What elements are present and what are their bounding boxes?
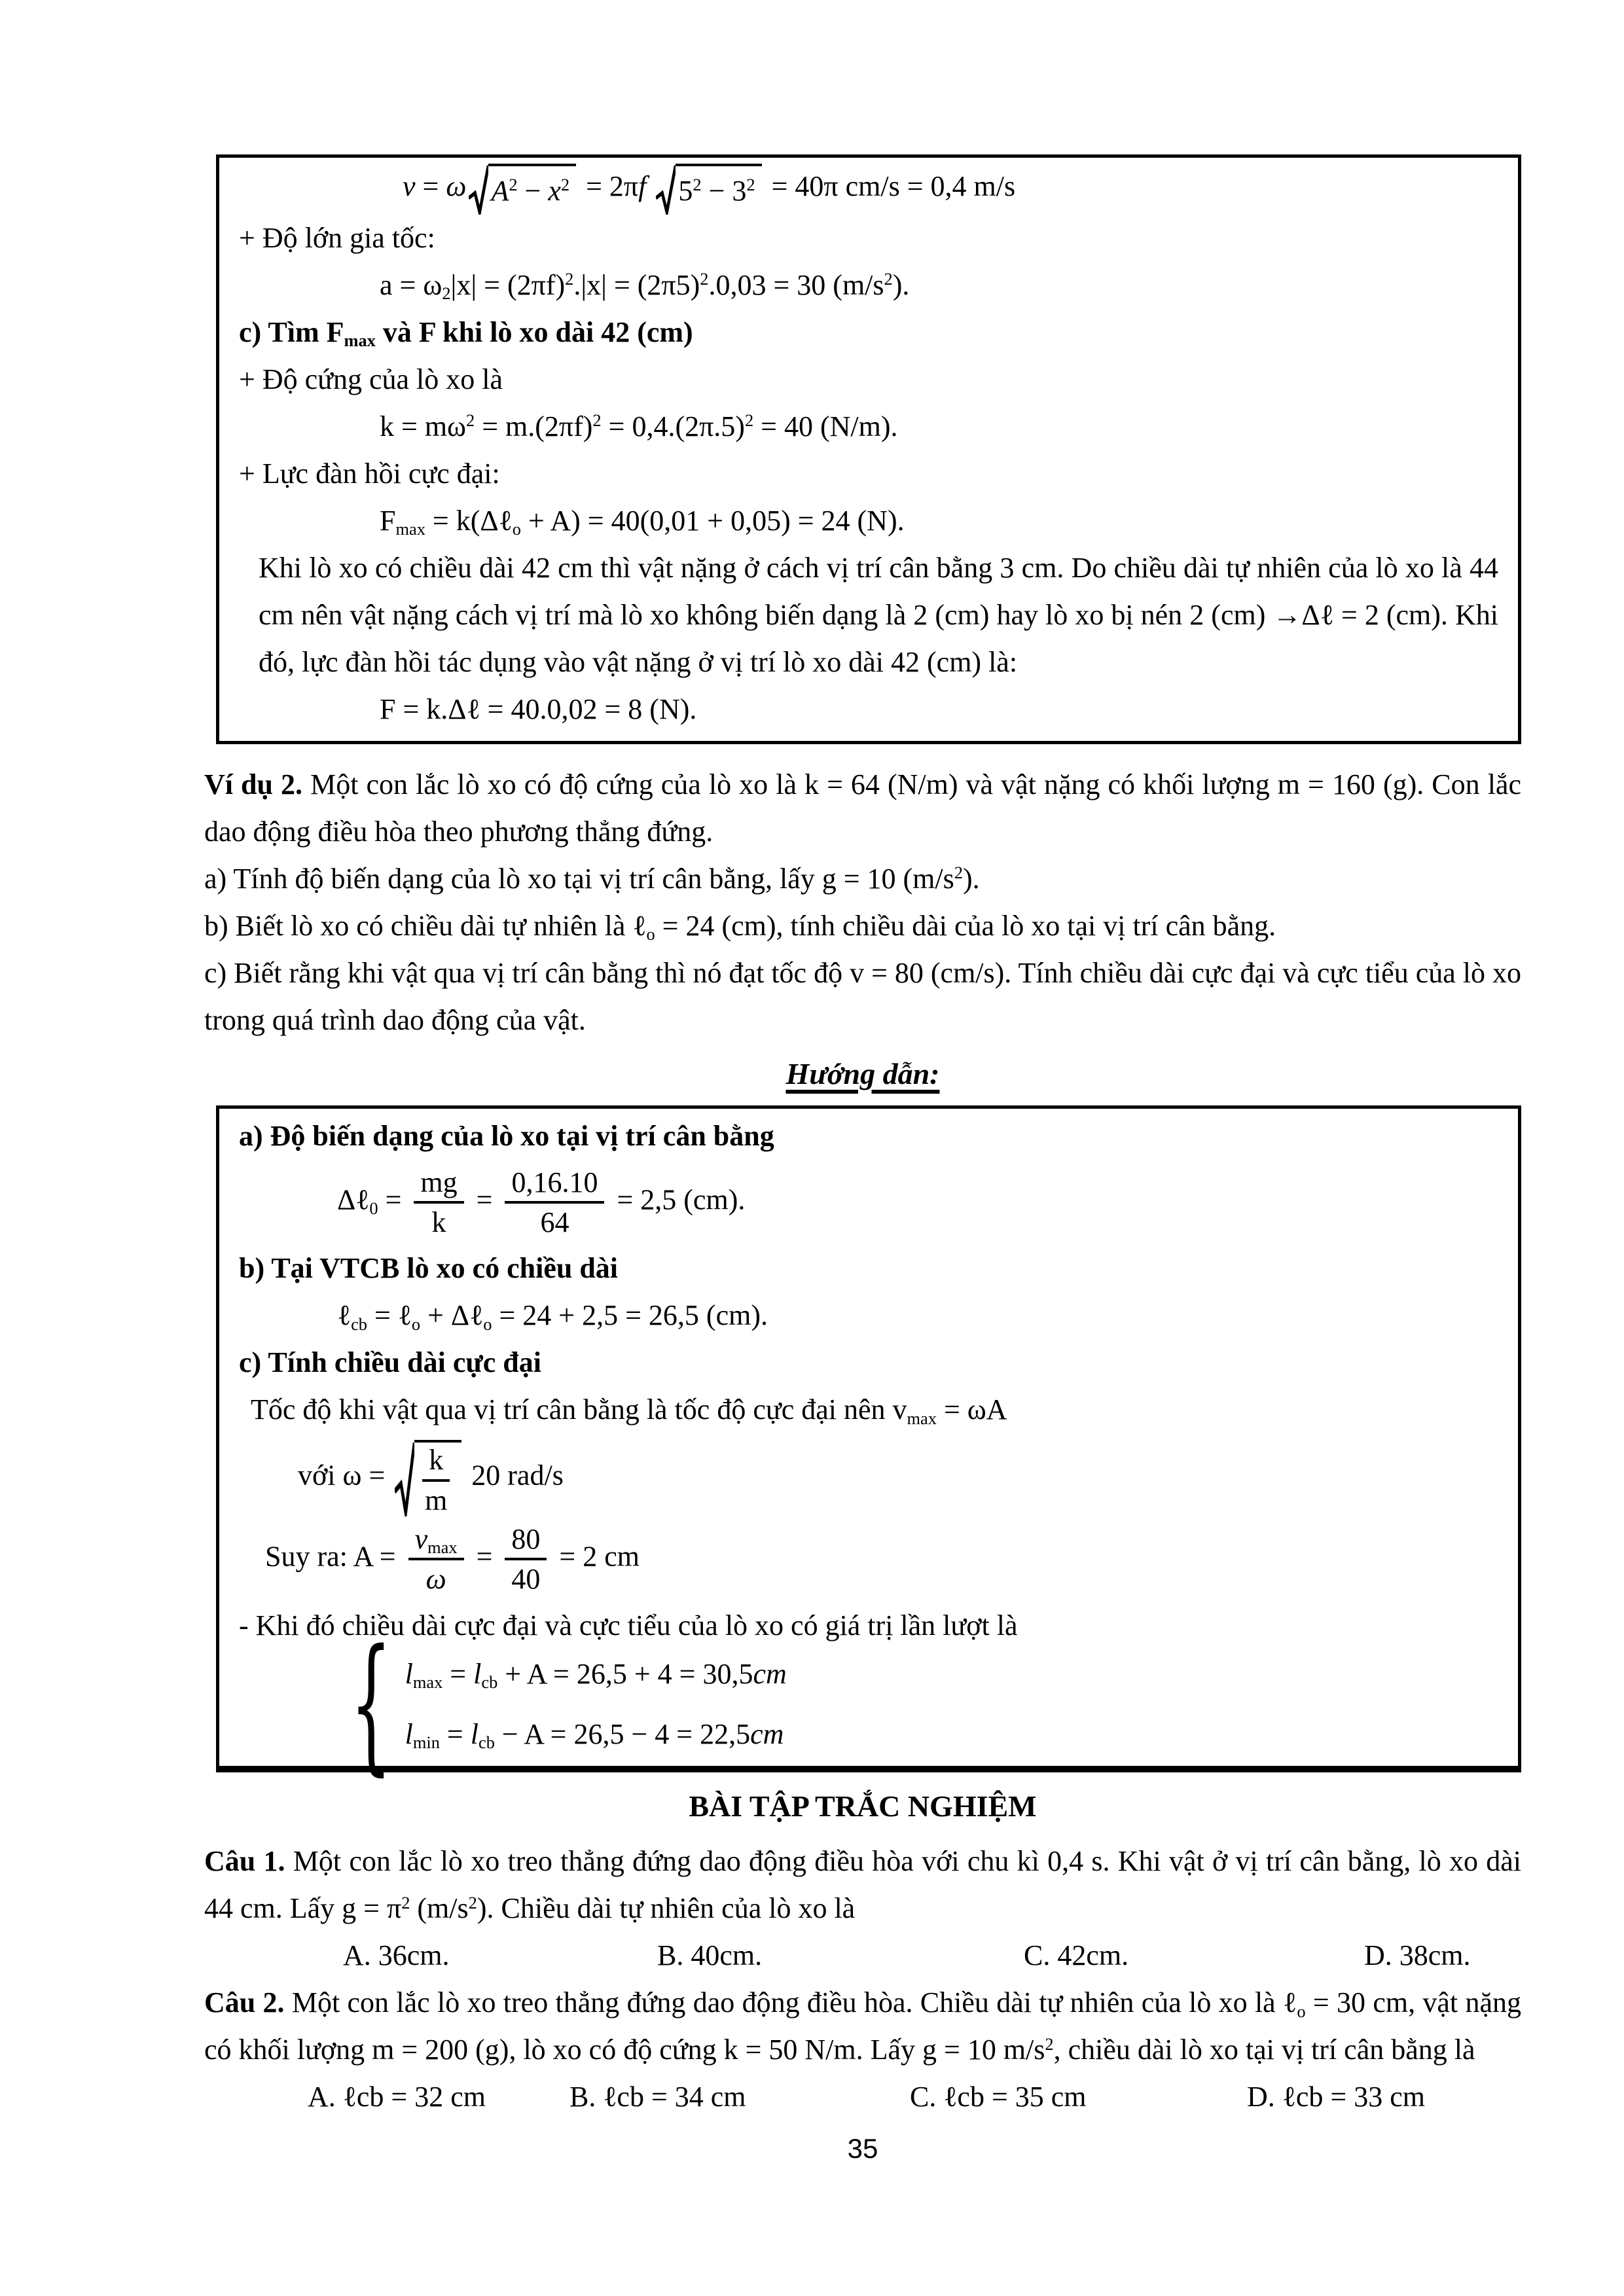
question-2-option-d: D. ℓcb = 33 cm: [1247, 2081, 1425, 2113]
question-2-options: [204, 2073, 1521, 2121]
radical-icon: [656, 164, 676, 215]
question-2-body: Một con lắc lò xo treo thẳng đứng dao động điều hòa. Chiều dài tự nhiên của lò xo là ℓ$_o$ = 30 cm, vật nặng có khối lượng m = 200 (g), lò xo có độ cứng k = 50 N/m. Lấy g = 10 $m/s^2$, chiều dài lò xo tại vị trí cân bằng là: [204, 1986, 1521, 2066]
system-lines: [405, 1659, 787, 1751]
example-2-lead: Ví dụ 2.: [204, 768, 303, 800]
radical-icon: [469, 164, 488, 215]
explanation-paragraph: Khi lò xo có chiều dài 42 cm thì vật nặng ở cách vị trí cân bằng 3 cm. Do chiều dài tự nhiên của lò xo là 44 cm nên vật nặng cách vị trí mà lò xo không biến dạng là 2 (cm) hay lò xo bị nén 2 (cm) →Δℓ = 2 (cm). Khi đó, lực đàn hồi tác dụng vào vật nặng ở vị trí lò xo dài 42 (cm) là:: [259, 551, 1498, 678]
example-2-body: Một con lắc lò xo có độ cứng của lò xo là k = 64 (N/m) và vật nặng có khối lượng m = 160 (g). Con lắc dao động điều hòa theo phương thẳng đứng.: [204, 768, 1521, 848]
question-1-option-d: D. 38cm.: [1364, 1939, 1471, 1972]
label-elastic-force: + Lực đàn hồi cực đại:: [239, 457, 500, 490]
label-stiffness: + Độ cứng của lò xo là: [239, 363, 503, 395]
solution-box-2: [216, 1105, 1521, 1790]
question-1-options: [204, 1932, 1521, 1979]
question-1-option-a: A. 36cm.: [343, 1939, 450, 1972]
formula-force: F = k.Δℓ = 40.0,02 = 8 (N).: [380, 692, 697, 725]
amplitude-formula: Suy ra: A = $\frac{v_{max}}{\omega}$ = $\frac{80}{40}$ = 2 cm: [265, 1522, 640, 1596]
fraction: $\frac{mg}{k}$: [414, 1166, 463, 1239]
fraction: $\frac{v_{max}}{\omega}$: [408, 1523, 464, 1596]
guide-heading-b: b) Tại VTCB lò xo có chiều dài: [239, 1252, 619, 1285]
square-root: [395, 1440, 461, 1516]
length-conclusion-line: - Khi đó chiều dài cực đại và cực tiểu của lò xo có giá trị lần lượt là: [239, 1609, 1018, 1641]
formula-lmax: $l_{max} = l_{cb} + A = 26,5 + 4 = 30,5cm$: [405, 1657, 787, 1692]
square-root: $A^2 - x^2$: [469, 164, 576, 215]
quiz-heading: BÀI TẬP TRẮC NGHIỆM: [689, 1789, 1037, 1823]
example-2-paragraph: [204, 761, 1521, 855]
question-1-paragraph: [204, 1838, 1521, 1932]
question-2-option-b: B. ℓcb = 34 cm: [569, 2081, 746, 2113]
question-2-option-a: A. ℓcb = 32 cm: [308, 2081, 486, 2113]
example-2-item-a: a) Tính độ biến dạng của lò xo tại vị trí cân bằng, lấy g = 10 $(m/s^2)$.: [204, 862, 980, 895]
fraction: $\frac{80}{40}$: [505, 1523, 547, 1596]
omega-formula: với ω = $\frac{k}{m}$ 20 rad/s: [239, 1440, 1498, 1516]
heading-part-c-fmax: c) Tìm $F_{max}$ và F khi lò xo dài 42 (cm): [239, 315, 693, 351]
fraction: $\frac{0,16.10}{64}$: [505, 1166, 604, 1239]
formula-velocity: v = ω $A^2 - x^2$ = 2πf $5^2 - 3^2$ = 40π cm/s = 0,4 m/s: [239, 163, 1498, 215]
formula-lmin: $l_{min} = l_{cb} - A = 26,5 - 4 = 22,5cm$: [405, 1717, 784, 1753]
question-1-option-b: B. 40cm.: [657, 1939, 763, 1972]
formula-acceleration: $a = \omega_2|x| = (2\pi f)^2.|x| = (2\pi 5)^2.0,03 = 30$ $(m/s^2)$.: [380, 268, 910, 304]
question-2-paragraph: [204, 1979, 1521, 2073]
guide-heading: Hướng dẫn:: [785, 1056, 940, 1090]
radical-icon: [395, 1440, 414, 1516]
guide-heading-c: c) Tính chiều dài cực đại: [239, 1346, 541, 1379]
question-1-lead: Câu 1.: [204, 1845, 285, 1878]
page-number: 35: [847, 2133, 878, 2164]
example-2-item-c: c) Biết rằng khi vật qua vị trí cân bằng thì nó đạt tốc độ v = 80 (cm/s). Tính chiều dài cực đại và cực tiểu của lò xo trong quá trình dao động của vật.: [204, 956, 1521, 1036]
solution-box-1: [216, 154, 1521, 744]
fraction: $\frac{k}{m}$: [422, 1444, 450, 1516]
guide-heading-a: a) Độ biến dạng của lò xo tại vị trí cân bằng: [239, 1119, 774, 1152]
question-1-body: Một con lắc lò xo treo thẳng đứng dao động điều hòa với chu kì 0,4 s. Khi vật ở vị trí cân bằng, lò xo dài 44 cm. Lấy $g = \pi^2$ $(m/s^2)$. Chiều dài tự nhiên của lò xo là: [204, 1845, 1521, 1925]
formula-delta-l0: Δℓ$_0$ = $\frac{mg}{k}$ = $\frac{0,16.10}{64}$ = 2,5 (cm).: [337, 1166, 746, 1239]
question-2-lead: Câu 2.: [204, 1986, 285, 2019]
formula-lcb: ℓ$_{cb}$ = ℓ$_o$ + Δℓ$_o$ = 24 + 2,5 = 26,5 (cm).: [337, 1299, 768, 1334]
question-1-option-c: C. 42cm.: [1024, 1939, 1129, 1972]
label-acceleration: + Độ lớn gia tốc:: [239, 221, 435, 254]
brace-symbol: {: [350, 1617, 392, 1790]
formula-stiffness: $k = m\omega^2 = m.(2\pi f)^2 = 0,4.(2\pi.5)^2 = 40$ (N/m).: [380, 410, 898, 442]
question-2-option-c: C. ℓcb = 35 cm: [910, 2081, 1087, 2113]
speed-line: Tốc độ khi vật qua vị trí cân bằng là tốc độ cực đại nên $v_{max} = \omega A$: [251, 1393, 1007, 1428]
example-2-item-b: b) Biết lò xo có chiều dài tự nhiên là ℓ$_o$ = 24 (cm), tính chiều dài của lò xo tại vị trí cân bằng.: [204, 909, 1276, 944]
formula-fmax: $F_{max}$ = k(Δℓ$_o$ + A) = 40(0,01 + 0,05) = 24 (N).: [380, 504, 905, 539]
page-content: [204, 154, 1521, 2165]
square-root: $5^2 - 3^2$: [656, 164, 761, 215]
